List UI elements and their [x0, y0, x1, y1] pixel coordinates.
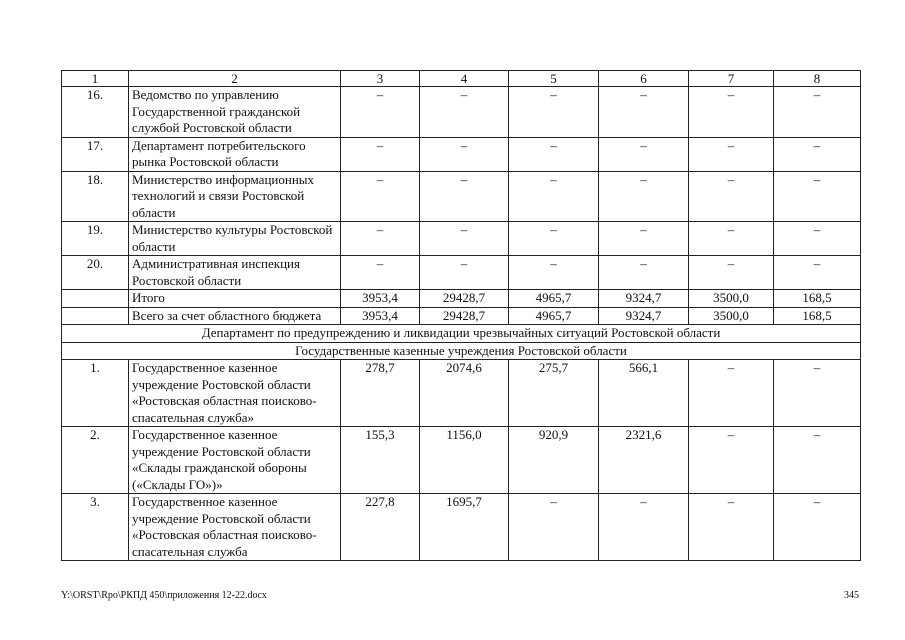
value-cell: – [599, 222, 689, 256]
value-cell: 3953,4 [341, 290, 420, 308]
value-cell: 4965,7 [509, 307, 599, 325]
value-cell: – [509, 494, 599, 561]
row-name: Министерство информационных технологий и связи Ростовской области [129, 171, 341, 222]
value-cell: – [689, 427, 774, 494]
value-cell: – [774, 494, 861, 561]
value-cell: – [341, 87, 420, 138]
value-cell: 566,1 [599, 360, 689, 427]
table-row [62, 171, 861, 222]
row-name: Итого [129, 290, 341, 308]
value-cell: – [341, 256, 420, 290]
table-header-row [62, 71, 861, 87]
value-cell: 3500,0 [689, 307, 774, 325]
value-cell: – [689, 137, 774, 171]
row-name: Государственное казенное учреждение Ростовской области «Склады гражданской обороны («Склады ГО»)» [129, 427, 341, 494]
value-cell: – [689, 494, 774, 561]
value-cell: – [420, 222, 509, 256]
value-cell: – [420, 137, 509, 171]
table-row [62, 427, 861, 494]
row-number: 3. [62, 494, 129, 561]
data-table [61, 70, 861, 561]
row-number: 1. [62, 360, 129, 427]
value-cell: – [420, 171, 509, 222]
value-cell: – [689, 256, 774, 290]
value-cell: – [509, 256, 599, 290]
table-row [62, 256, 861, 290]
column-header: 2 [129, 71, 341, 87]
section-title-row [62, 325, 861, 343]
value-cell: 155,3 [341, 427, 420, 494]
row-number: 20. [62, 256, 129, 290]
section-title: Департамент по предупреждению и ликвидации чрезвычайных ситуаций Ростовской области [62, 325, 861, 343]
value-cell: – [509, 171, 599, 222]
footer-file-path: Y:\ORST\Rpo\РКПД 450\приложения 12-22.docx [61, 590, 267, 601]
column-header: 4 [420, 71, 509, 87]
value-cell: – [689, 222, 774, 256]
value-cell: – [509, 87, 599, 138]
grand-total-row [62, 307, 861, 325]
value-cell: – [599, 171, 689, 222]
value-cell: – [420, 256, 509, 290]
value-cell: 29428,7 [420, 290, 509, 308]
row-number: 19. [62, 222, 129, 256]
row-name: Государственное казенное учреждение Ростовской области «Ростовская областная поисково-спасательная служба [129, 494, 341, 561]
row-number: 2. [62, 427, 129, 494]
subsection-title: Государственные казенные учреждения Ростовской области [62, 342, 861, 360]
value-cell: 275,7 [509, 360, 599, 427]
table-row [62, 494, 861, 561]
value-cell: 1156,0 [420, 427, 509, 494]
table-row [62, 137, 861, 171]
value-cell: – [774, 256, 861, 290]
row-name: Всего за счет областного бюджета [129, 307, 341, 325]
value-cell: 29428,7 [420, 307, 509, 325]
value-cell: 9324,7 [599, 290, 689, 308]
column-header: 7 [689, 71, 774, 87]
column-header: 1 [62, 71, 129, 87]
row-name: Министерство культуры Ростовской области [129, 222, 341, 256]
value-cell: 2074,6 [420, 360, 509, 427]
value-cell: 168,5 [774, 307, 861, 325]
value-cell: 920,9 [509, 427, 599, 494]
value-cell: – [599, 87, 689, 138]
value-cell: – [420, 87, 509, 138]
value-cell: – [774, 360, 861, 427]
value-cell: – [341, 137, 420, 171]
row-name: Департамент потребительского рынка Ростовской области [129, 137, 341, 171]
total-row [62, 290, 861, 308]
value-cell: – [774, 137, 861, 171]
column-header: 6 [599, 71, 689, 87]
column-header: 5 [509, 71, 599, 87]
table-row [62, 360, 861, 427]
value-cell: – [599, 137, 689, 171]
value-cell: – [599, 494, 689, 561]
value-cell: – [774, 222, 861, 256]
subsection-title-row [62, 342, 861, 360]
value-cell: 9324,7 [599, 307, 689, 325]
row-number: 18. [62, 171, 129, 222]
row-number: 17. [62, 137, 129, 171]
value-cell: 3953,4 [341, 307, 420, 325]
page-number: 345 [844, 590, 859, 601]
value-cell: 168,5 [774, 290, 861, 308]
value-cell: 4965,7 [509, 290, 599, 308]
empty-cell [62, 290, 129, 308]
value-cell: – [689, 171, 774, 222]
row-name: Административная инспекция Ростовской области [129, 256, 341, 290]
value-cell: – [341, 222, 420, 256]
column-header: 3 [341, 71, 420, 87]
value-cell: 1695,7 [420, 494, 509, 561]
row-name: Государственное казенное учреждение Ростовской области «Ростовская областная поисково-спасательная служба» [129, 360, 341, 427]
value-cell: – [774, 87, 861, 138]
value-cell: – [509, 222, 599, 256]
column-header: 8 [774, 71, 861, 87]
value-cell: 278,7 [341, 360, 420, 427]
value-cell: – [689, 87, 774, 138]
value-cell: – [774, 427, 861, 494]
value-cell: 2321,6 [599, 427, 689, 494]
row-name: Ведомство по управлению Государственной гражданской службой Ростовской области [129, 87, 341, 138]
row-number: 16. [62, 87, 129, 138]
table-row [62, 87, 861, 138]
value-cell: 3500,0 [689, 290, 774, 308]
table-row [62, 222, 861, 256]
value-cell: – [509, 137, 599, 171]
value-cell: – [341, 171, 420, 222]
value-cell: – [689, 360, 774, 427]
value-cell: – [774, 171, 861, 222]
value-cell: 227,8 [341, 494, 420, 561]
value-cell: – [599, 256, 689, 290]
empty-cell [62, 307, 129, 325]
